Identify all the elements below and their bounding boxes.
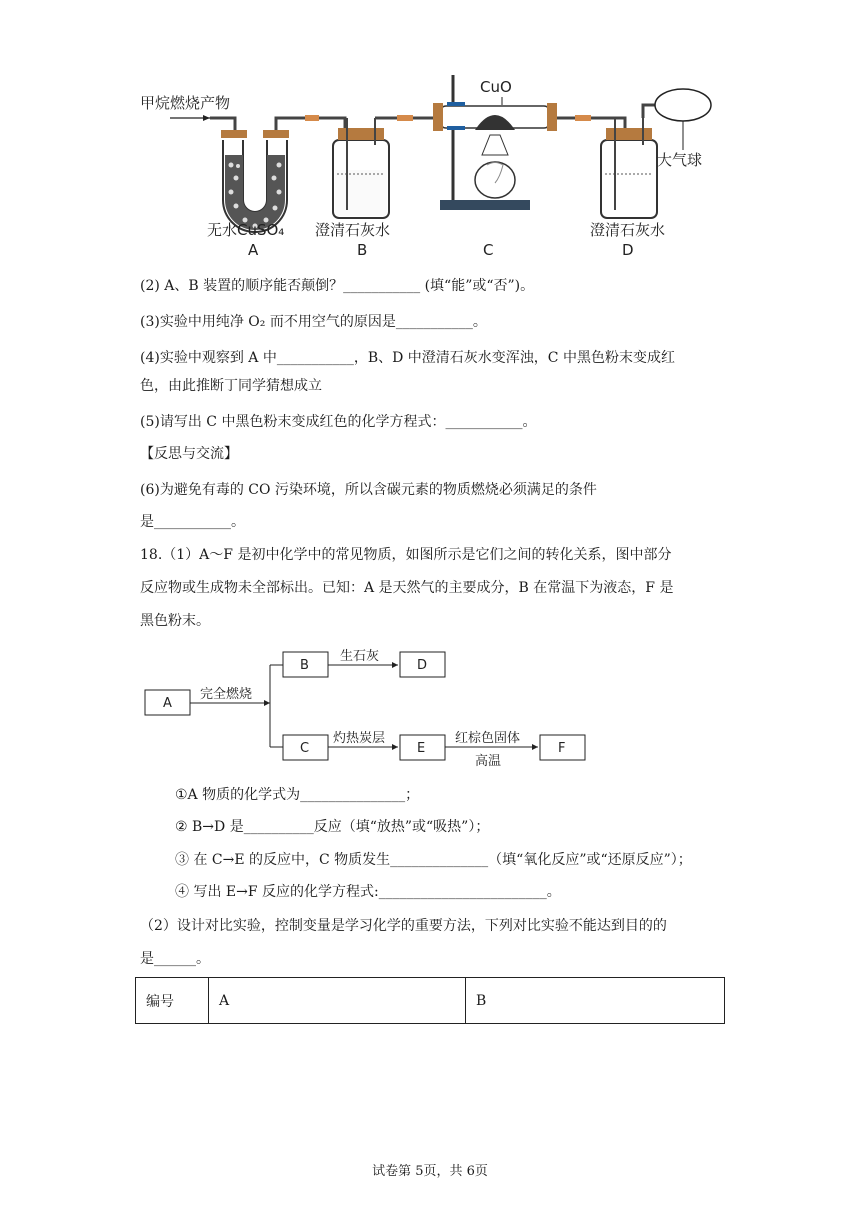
sub-question-3: ③ 在 C→E 的反应中，C 物质发生______________（填“氧化反应”或“还原反应”）； <box>175 852 692 868</box>
question-3: (3)实验中用纯净 O₂ 而不用空气的原因是___________。 <box>140 314 487 330</box>
box-b-label: B <box>300 658 309 673</box>
question-18-line1: 18.（1）A～F 是初中化学中的常见物质，如图所示是它们之间的转化关系，图中部分 <box>140 547 672 563</box>
rubber-joint <box>397 115 413 121</box>
arrowhead <box>532 744 538 750</box>
box-a-label: A <box>163 696 172 711</box>
sub-question-2: ② B→D 是__________反应（填“放热”或“吸热”）； <box>175 819 490 835</box>
question-4-line2: 色，由此推断丁同学猜想成立 <box>140 378 322 394</box>
reflection-heading: 【反思与交流】 <box>140 446 238 462</box>
label-a: A <box>248 241 259 259</box>
question-6-line2: 是___________。 <box>140 514 245 530</box>
question-18-line2: 反应物或生成物未全部标出。已知：A 是天然气的主要成分，B 在常温下为液态，F 是 <box>140 580 674 596</box>
label-b: B <box>357 241 368 259</box>
box-c-label: C <box>300 741 310 756</box>
box-d-label: D <box>417 658 428 673</box>
box-e-label: E <box>417 741 426 756</box>
table-header-b: B <box>466 978 725 1024</box>
balloon <box>655 89 711 121</box>
label-d: D <box>622 241 634 259</box>
u-tube-a <box>221 130 289 232</box>
label-quicklime: 生石灰 <box>340 649 380 664</box>
question-6-line1: (6)为避免有毒的 CO 污染环境，所以含碳元素的物质燃烧必须满足的条件 <box>140 482 597 498</box>
label-red-brown-solid: 红棕色固体 <box>455 731 521 746</box>
flow-diagram <box>140 640 600 775</box>
page-footer: 试卷第 5页，共 6页 <box>372 1164 488 1179</box>
comparison-table <box>135 977 725 1024</box>
table-header-number: 编号 <box>136 978 209 1024</box>
question-2: (2) A、B 装置的顺序能否颠倒？___________ (填“能”或“否”)。 <box>140 278 535 294</box>
branch-arms <box>270 665 283 747</box>
question-5: (5)请写出 C 中黑色粉末变成红色的化学方程式：___________。 <box>140 414 537 430</box>
arrowhead <box>392 662 398 668</box>
question-18-2-line1: （2）设计对比实验，控制变量是学习化学的重要方法，下列对比实验不能达到目的的 <box>140 918 667 934</box>
reagent-d-label: 澄清石灰水 <box>590 221 666 239</box>
input-label: 甲烷燃烧产物 <box>140 94 231 112</box>
question-4-line1: (4)实验中观察到 A 中___________，B、D 中澄清石灰水变浑浊，C 中黑色粉末变成红 <box>140 350 675 366</box>
reagent-b-label: 澄清石灰水 <box>315 221 391 239</box>
cuo-label: CuO <box>480 78 512 96</box>
table-header-a: A <box>209 978 466 1024</box>
table-row <box>136 978 725 1024</box>
input-arrowhead <box>203 115 210 121</box>
question-18-2-line2: 是______。 <box>140 951 210 967</box>
question-18-line3: 黑色粉末。 <box>140 613 210 629</box>
balloon-label: 大气球 <box>657 151 703 169</box>
label-complete-combustion: 完全燃烧 <box>200 687 253 702</box>
sub-question-1: ①A 物质的化学式为_______________； <box>175 787 420 803</box>
label-high-temp: 高温 <box>475 754 502 769</box>
arrowhead <box>264 700 270 706</box>
rubber-joint <box>575 115 591 121</box>
arrowhead <box>392 744 398 750</box>
bottle-d <box>601 118 657 218</box>
reagent-a-label: 无水CuSO₄ <box>207 221 285 239</box>
box-f-label: F <box>558 741 566 756</box>
sub-question-4: ④ 写出 E→F 反应的化学方程式:________________________。 <box>175 884 561 900</box>
label-hot-carbon: 灼热炭层 <box>333 731 386 746</box>
label-c: C <box>483 241 494 259</box>
apparatus-figure <box>135 70 735 260</box>
rubber-joint <box>305 115 319 121</box>
bottle-b <box>333 118 389 218</box>
